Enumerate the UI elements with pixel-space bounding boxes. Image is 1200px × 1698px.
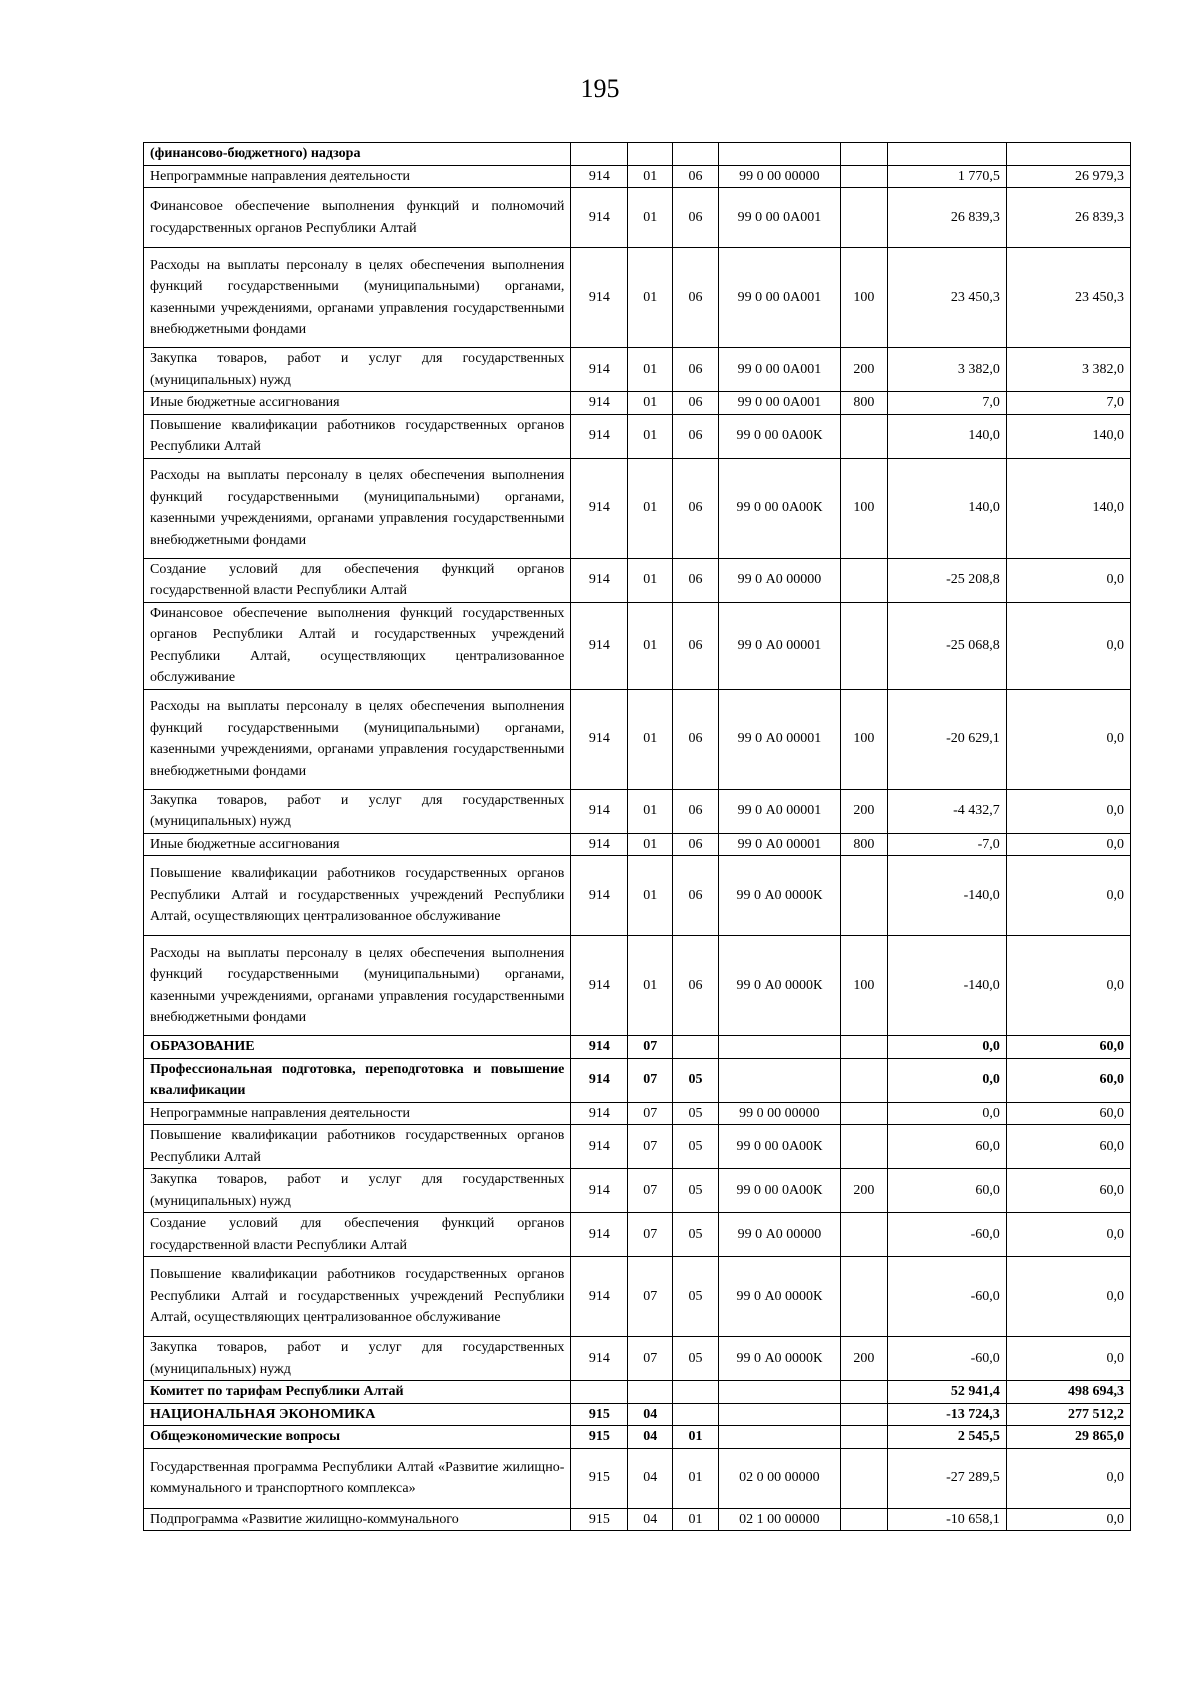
- cell-section: 07: [628, 1169, 673, 1213]
- cell-section: 01: [628, 165, 673, 188]
- table-row: [144, 602, 1131, 689]
- cell-target: 99 0 00 0А001: [718, 188, 840, 248]
- cell-subsection: 06: [673, 689, 719, 789]
- cell-target: [718, 143, 840, 166]
- cell-name: Повышение квалификации работников государственных органов Республики Алтай: [144, 1125, 571, 1169]
- cell-section: 01: [628, 248, 673, 348]
- cell-type: [840, 1448, 887, 1508]
- cell-sum1: 23 450,3: [887, 248, 1006, 348]
- cell-sum2: 7,0: [1006, 392, 1130, 415]
- cell-section: 07: [628, 1036, 673, 1059]
- cell-sum1: 0,0: [887, 1036, 1006, 1059]
- cell-subsection: 06: [673, 188, 719, 248]
- cell-name: Расходы на выплаты персоналу в целях обеспечения выполнения функций государственными (муниципальными) органами, казенными учреждениями, органами управления государственными внебюджетными фондами: [144, 936, 571, 1036]
- table-row: [144, 1102, 1131, 1125]
- cell-admin: [571, 143, 628, 166]
- cell-type: 800: [840, 392, 887, 415]
- cell-sum2: 0,0: [1006, 936, 1130, 1036]
- cell-name: Расходы на выплаты персоналу в целях обеспечения выполнения функций государственными (муниципальными) органами, казенными учреждениями, органами управления государственными внебюджетными фондами: [144, 689, 571, 789]
- cell-name: Закупка товаров, работ и услуг для государственных (муниципальных) нужд: [144, 348, 571, 392]
- cell-sum2: 0,0: [1006, 1508, 1130, 1531]
- cell-admin: 914: [571, 1036, 628, 1059]
- cell-name: Повышение квалификации работников государственных органов Республики Алтай: [144, 414, 571, 458]
- cell-type: [840, 1058, 887, 1102]
- cell-admin: 914: [571, 1058, 628, 1102]
- cell-sum2: 0,0: [1006, 1213, 1130, 1257]
- cell-sum2: 277 512,2: [1006, 1403, 1130, 1426]
- cell-sum1: -25 068,8: [887, 602, 1006, 689]
- cell-target: 99 0 А0 0000К: [718, 856, 840, 936]
- cell-type: [840, 558, 887, 602]
- cell-subsection: [673, 143, 719, 166]
- cell-target: 99 0 А0 00001: [718, 689, 840, 789]
- cell-section: 01: [628, 833, 673, 856]
- cell-subsection: 06: [673, 856, 719, 936]
- cell-sum2: 26 839,3: [1006, 188, 1130, 248]
- cell-type: [840, 1403, 887, 1426]
- cell-target: 99 0 00 00000: [718, 165, 840, 188]
- cell-subsection: 06: [673, 833, 719, 856]
- cell-subsection: 05: [673, 1213, 719, 1257]
- cell-section: 01: [628, 936, 673, 1036]
- cell-subsection: 06: [673, 936, 719, 1036]
- cell-section: 07: [628, 1125, 673, 1169]
- cell-target: 99 0 00 0А00К: [718, 414, 840, 458]
- cell-admin: 914: [571, 348, 628, 392]
- table-row: [144, 458, 1131, 558]
- cell-subsection: 05: [673, 1169, 719, 1213]
- cell-target: 99 0 00 0А00К: [718, 1125, 840, 1169]
- cell-name: Закупка товаров, работ и услуг для государственных (муниципальных) нужд: [144, 1337, 571, 1381]
- cell-section: 01: [628, 392, 673, 415]
- table-row: [144, 1337, 1131, 1381]
- cell-section: 01: [628, 689, 673, 789]
- cell-subsection: 05: [673, 1257, 719, 1337]
- cell-sum1: -140,0: [887, 856, 1006, 936]
- cell-admin: 914: [571, 689, 628, 789]
- cell-sum2: 0,0: [1006, 833, 1130, 856]
- cell-name: Иные бюджетные ассигнования: [144, 392, 571, 415]
- table-row: [144, 1426, 1131, 1449]
- cell-section: 01: [628, 789, 673, 833]
- cell-name: Государственная программа Республики Алтай «Развитие жилищно-коммунального и транспортного комплекса»: [144, 1448, 571, 1508]
- cell-sum1: -27 289,5: [887, 1448, 1006, 1508]
- cell-type: 100: [840, 689, 887, 789]
- cell-target: 99 0 00 0А001: [718, 348, 840, 392]
- cell-sum1: -25 208,8: [887, 558, 1006, 602]
- cell-admin: 914: [571, 1213, 628, 1257]
- cell-name: Общеэкономические вопросы: [144, 1426, 571, 1449]
- table-row: [144, 1036, 1131, 1059]
- table-row: [144, 689, 1131, 789]
- cell-sum1: 26 839,3: [887, 188, 1006, 248]
- cell-name: Создание условий для обеспечения функций органов государственной власти Республики Алтай: [144, 1213, 571, 1257]
- cell-sum1: -10 658,1: [887, 1508, 1006, 1531]
- cell-admin: 914: [571, 1169, 628, 1213]
- cell-type: [840, 1426, 887, 1449]
- cell-name: Повышение квалификации работников государственных органов Республики Алтай и государственных учреждений Республики Алтай, осуществляющих централизованное обслуживание: [144, 856, 571, 936]
- cell-sum2: 140,0: [1006, 458, 1130, 558]
- cell-sum1: 1 770,5: [887, 165, 1006, 188]
- cell-target: 99 0 00 00000: [718, 1102, 840, 1125]
- cell-name: Подпрограмма «Развитие жилищно-коммунального: [144, 1508, 571, 1531]
- table-row: [144, 1125, 1131, 1169]
- cell-name: Иные бюджетные ассигнования: [144, 833, 571, 856]
- budget-table: [143, 142, 1131, 1531]
- cell-section: 07: [628, 1337, 673, 1381]
- table-row: [144, 936, 1131, 1036]
- cell-section: 01: [628, 348, 673, 392]
- table-row: [144, 1058, 1131, 1102]
- cell-subsection: 05: [673, 1102, 719, 1125]
- cell-target: [718, 1058, 840, 1102]
- cell-sum2: 23 450,3: [1006, 248, 1130, 348]
- cell-subsection: [673, 1036, 719, 1059]
- cell-sum1: -7,0: [887, 833, 1006, 856]
- cell-section: 07: [628, 1102, 673, 1125]
- cell-subsection: 06: [673, 458, 719, 558]
- cell-sum1: -60,0: [887, 1337, 1006, 1381]
- cell-admin: 914: [571, 789, 628, 833]
- cell-target: 99 0 А0 0000К: [718, 1337, 840, 1381]
- cell-name: Закупка товаров, работ и услуг для государственных (муниципальных) нужд: [144, 789, 571, 833]
- cell-admin: 914: [571, 833, 628, 856]
- cell-type: [840, 1381, 887, 1404]
- cell-target: 99 0 А0 0000К: [718, 1257, 840, 1337]
- cell-target: 99 0 А0 00001: [718, 602, 840, 689]
- cell-subsection: 06: [673, 558, 719, 602]
- cell-sum2: 0,0: [1006, 1448, 1130, 1508]
- cell-name: Непрограммные направления деятельности: [144, 165, 571, 188]
- cell-name: Повышение квалификации работников государственных органов Республики Алтай и государственных учреждений Республики Алтай, осуществляющих централизованное обслуживание: [144, 1257, 571, 1337]
- cell-type: [840, 1257, 887, 1337]
- cell-target: [718, 1381, 840, 1404]
- cell-sum1: [887, 143, 1006, 166]
- cell-sum2: 0,0: [1006, 1337, 1130, 1381]
- cell-type: [840, 143, 887, 166]
- cell-subsection: 06: [673, 165, 719, 188]
- page-number: 195: [580, 74, 620, 103]
- cell-target: 99 0 А0 00001: [718, 789, 840, 833]
- table-row: [144, 392, 1131, 415]
- cell-name: Непрограммные направления деятельности: [144, 1102, 571, 1125]
- cell-section: 07: [628, 1058, 673, 1102]
- cell-sum1: -60,0: [887, 1213, 1006, 1257]
- cell-type: 200: [840, 348, 887, 392]
- cell-sum1: 52 941,4: [887, 1381, 1006, 1404]
- table-row: [144, 1213, 1131, 1257]
- cell-admin: 914: [571, 1257, 628, 1337]
- table-row: [144, 165, 1131, 188]
- cell-name: Закупка товаров, работ и услуг для государственных (муниципальных) нужд: [144, 1169, 571, 1213]
- cell-target: 99 0 А0 00001: [718, 833, 840, 856]
- cell-sum2: 0,0: [1006, 602, 1130, 689]
- cell-sum1: 0,0: [887, 1102, 1006, 1125]
- cell-name: НАЦИОНАЛЬНАЯ ЭКОНОМИКА: [144, 1403, 571, 1426]
- cell-type: [840, 1102, 887, 1125]
- cell-sum2: 60,0: [1006, 1036, 1130, 1059]
- cell-type: 100: [840, 248, 887, 348]
- cell-type: [840, 1508, 887, 1531]
- cell-type: [840, 1213, 887, 1257]
- cell-sum1: 3 382,0: [887, 348, 1006, 392]
- cell-subsection: 06: [673, 248, 719, 348]
- cell-admin: 914: [571, 414, 628, 458]
- cell-type: [840, 856, 887, 936]
- cell-type: [840, 414, 887, 458]
- table-row: [144, 188, 1131, 248]
- cell-subsection: [673, 1403, 719, 1426]
- table-body: [144, 143, 1131, 1531]
- cell-sum2: 140,0: [1006, 414, 1130, 458]
- cell-target: [718, 1403, 840, 1426]
- cell-admin: 915: [571, 1508, 628, 1531]
- cell-target: 02 1 00 00000: [718, 1508, 840, 1531]
- cell-section: 07: [628, 1213, 673, 1257]
- cell-section: 04: [628, 1426, 673, 1449]
- cell-section: 04: [628, 1508, 673, 1531]
- cell-sum2: 498 694,3: [1006, 1381, 1130, 1404]
- table-row: [144, 1381, 1131, 1404]
- cell-type: 200: [840, 1169, 887, 1213]
- cell-sum1: -60,0: [887, 1257, 1006, 1337]
- table-row: [144, 1448, 1131, 1508]
- cell-sum2: 60,0: [1006, 1058, 1130, 1102]
- cell-section: 01: [628, 856, 673, 936]
- cell-section: 04: [628, 1448, 673, 1508]
- cell-name: ОБРАЗОВАНИЕ: [144, 1036, 571, 1059]
- cell-name: Расходы на выплаты персоналу в целях обеспечения выполнения функций государственными (муниципальными) органами, казенными учреждениями, органами управления государственными внебюджетными фондами: [144, 458, 571, 558]
- cell-admin: 914: [571, 248, 628, 348]
- cell-section: 01: [628, 458, 673, 558]
- table-row: [144, 1508, 1131, 1531]
- cell-sum2: 0,0: [1006, 689, 1130, 789]
- cell-sum2: 60,0: [1006, 1102, 1130, 1125]
- cell-admin: 915: [571, 1448, 628, 1508]
- cell-admin: 914: [571, 392, 628, 415]
- cell-sum2: 29 865,0: [1006, 1426, 1130, 1449]
- cell-section: 01: [628, 414, 673, 458]
- cell-admin: 914: [571, 1102, 628, 1125]
- cell-subsection: 01: [673, 1426, 719, 1449]
- cell-subsection: 06: [673, 392, 719, 415]
- cell-sum1: 140,0: [887, 458, 1006, 558]
- cell-sum1: 140,0: [887, 414, 1006, 458]
- table-row: [144, 248, 1131, 348]
- cell-target: 02 0 00 00000: [718, 1448, 840, 1508]
- cell-sum2: 60,0: [1006, 1169, 1130, 1213]
- cell-subsection: [673, 1381, 719, 1404]
- cell-admin: [571, 1381, 628, 1404]
- cell-admin: 914: [571, 188, 628, 248]
- cell-subsection: 05: [673, 1058, 719, 1102]
- table-row: [144, 414, 1131, 458]
- cell-sum1: 60,0: [887, 1125, 1006, 1169]
- cell-type: 100: [840, 936, 887, 1036]
- cell-name: (финансово-бюджетного) надзора: [144, 143, 571, 166]
- cell-type: 200: [840, 1337, 887, 1381]
- table-row: [144, 833, 1131, 856]
- cell-name: Расходы на выплаты персоналу в целях обеспечения выполнения функций государственными (муниципальными) органами, казенными учреждениями, органами управления государственными внебюджетными фондами: [144, 248, 571, 348]
- cell-section: 07: [628, 1257, 673, 1337]
- table-row: [144, 789, 1131, 833]
- cell-admin: 914: [571, 558, 628, 602]
- cell-section: 04: [628, 1403, 673, 1426]
- cell-target: 99 0 А0 0000К: [718, 936, 840, 1036]
- table-row: [144, 348, 1131, 392]
- table-row: [144, 1169, 1131, 1213]
- cell-sum2: 60,0: [1006, 1125, 1130, 1169]
- cell-subsection: 06: [673, 602, 719, 689]
- cell-admin: 915: [571, 1403, 628, 1426]
- cell-admin: 914: [571, 1337, 628, 1381]
- cell-subsection: 05: [673, 1125, 719, 1169]
- cell-sum1: -20 629,1: [887, 689, 1006, 789]
- cell-sum2: 0,0: [1006, 1257, 1130, 1337]
- cell-target: 99 0 00 0А00К: [718, 458, 840, 558]
- cell-target: 99 0 А0 00000: [718, 1213, 840, 1257]
- cell-subsection: 01: [673, 1448, 719, 1508]
- cell-section: [628, 143, 673, 166]
- cell-sum1: 2 545,5: [887, 1426, 1006, 1449]
- cell-name: Финансовое обеспечение выполнения функций и полномочий государственных органов Республики Алтай: [144, 188, 571, 248]
- cell-subsection: 06: [673, 789, 719, 833]
- cell-admin: 914: [571, 1125, 628, 1169]
- cell-type: 200: [840, 789, 887, 833]
- cell-sum2: 0,0: [1006, 856, 1130, 936]
- cell-target: 99 0 00 0А00К: [718, 1169, 840, 1213]
- cell-section: 01: [628, 188, 673, 248]
- cell-admin: 914: [571, 602, 628, 689]
- cell-sum2: 0,0: [1006, 558, 1130, 602]
- cell-type: 800: [840, 833, 887, 856]
- cell-sum1: -140,0: [887, 936, 1006, 1036]
- cell-subsection: 06: [673, 348, 719, 392]
- cell-section: 01: [628, 602, 673, 689]
- cell-target: 99 0 00 0А001: [718, 248, 840, 348]
- cell-sum2: [1006, 143, 1130, 166]
- cell-type: 100: [840, 458, 887, 558]
- cell-section: 01: [628, 558, 673, 602]
- table-row: [144, 856, 1131, 936]
- cell-admin: 914: [571, 165, 628, 188]
- cell-name: Профессиональная подготовка, переподготовка и повышение квалификации: [144, 1058, 571, 1102]
- cell-admin: 914: [571, 458, 628, 558]
- cell-sum1: 0,0: [887, 1058, 1006, 1102]
- cell-section: [628, 1381, 673, 1404]
- cell-sum2: 0,0: [1006, 789, 1130, 833]
- cell-sum1: -13 724,3: [887, 1403, 1006, 1426]
- cell-type: [840, 165, 887, 188]
- cell-type: [840, 188, 887, 248]
- cell-sum1: 7,0: [887, 392, 1006, 415]
- table-row: [144, 1257, 1131, 1337]
- cell-subsection: 01: [673, 1508, 719, 1531]
- cell-target: [718, 1426, 840, 1449]
- cell-target: [718, 1036, 840, 1059]
- cell-type: [840, 1036, 887, 1059]
- cell-sum1: -4 432,7: [887, 789, 1006, 833]
- cell-sum2: 26 979,3: [1006, 165, 1130, 188]
- table-row: [144, 1403, 1131, 1426]
- table-row: [144, 143, 1131, 166]
- cell-name: Создание условий для обеспечения функций органов государственной власти Республики Алтай: [144, 558, 571, 602]
- cell-type: [840, 1125, 887, 1169]
- cell-name: Комитет по тарифам Республики Алтай: [144, 1381, 571, 1404]
- cell-admin: 914: [571, 856, 628, 936]
- cell-subsection: 06: [673, 414, 719, 458]
- cell-subsection: 05: [673, 1337, 719, 1381]
- cell-name: Финансовое обеспечение выполнения функций государственных органов Республики Алтай и государственных учреждений Республики Алтай, осуществляющих централизованное обслуживание: [144, 602, 571, 689]
- cell-admin: 914: [571, 936, 628, 1036]
- cell-target: 99 0 А0 00000: [718, 558, 840, 602]
- cell-admin: 915: [571, 1426, 628, 1449]
- table-row: [144, 558, 1131, 602]
- cell-sum1: 60,0: [887, 1169, 1006, 1213]
- cell-sum2: 3 382,0: [1006, 348, 1130, 392]
- cell-type: [840, 602, 887, 689]
- cell-target: 99 0 00 0А001: [718, 392, 840, 415]
